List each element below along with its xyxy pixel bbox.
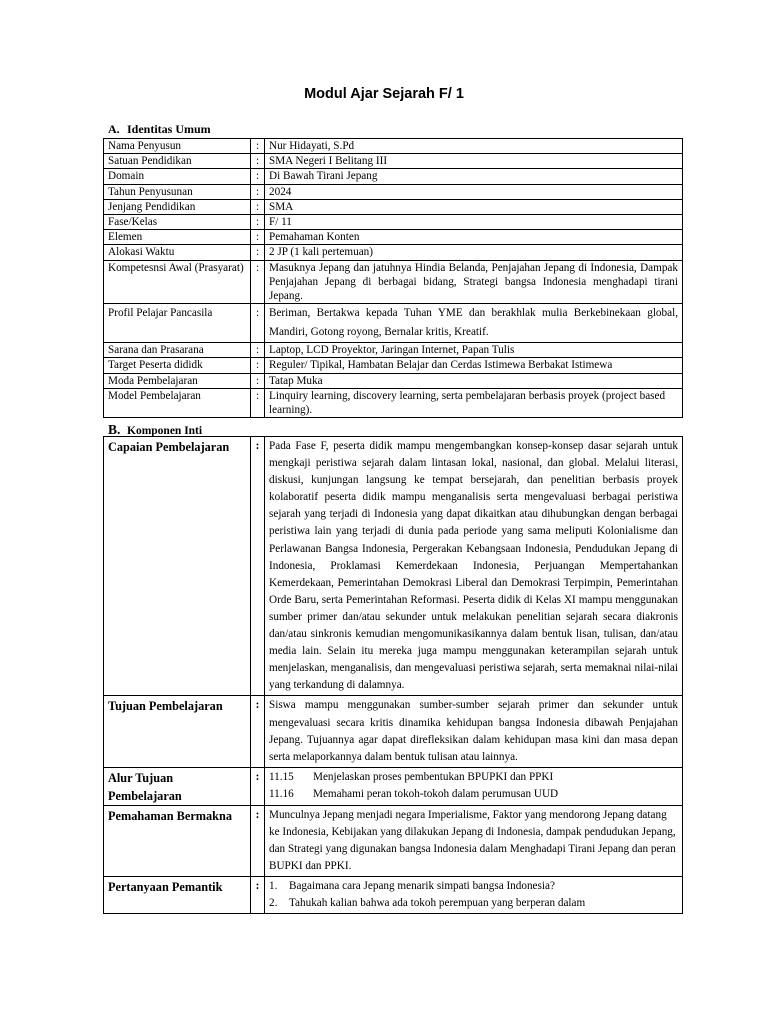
identitas-row xyxy=(104,245,683,260)
identitas-sep: : xyxy=(251,154,265,169)
pertanyaan-item-text: Bagaimana cara Jepang menarik simpati bangsa Indonesia? xyxy=(289,880,555,893)
identitas-value: Tatap Muka xyxy=(265,373,683,388)
identitas-key: Alokasi Waktu xyxy=(104,245,251,260)
pertanyaan-item-number: 1. xyxy=(269,880,278,893)
identitas-sep: : xyxy=(251,139,265,154)
identitas-key: Elemen xyxy=(104,230,251,245)
tujuan-row xyxy=(104,696,683,767)
pertanyaan-row xyxy=(104,877,683,914)
identitas-value: Linquiry learning, discovery learning, serta pembelajaran berbasis proyek (project based learning). xyxy=(265,388,683,417)
alur-item-text: Menjelaskan proses pembentukan BPUPKI dan PPKI xyxy=(313,770,554,783)
identitas-value: 2024 xyxy=(265,184,683,199)
alur-value xyxy=(265,767,683,805)
pemahaman-row xyxy=(104,805,683,876)
identitas-value: Beriman, Bertakwa kepada Tuhan YME dan berakhlak mulia Berkebinekaan global, Mandiri, Gotong royong, Bernalar kritis, Kreatif. xyxy=(265,304,683,343)
identitas-row xyxy=(104,154,683,169)
identitas-key: Domain xyxy=(104,169,251,184)
identitas-row xyxy=(104,304,683,343)
pertanyaan-item xyxy=(269,878,678,895)
pertanyaan-item xyxy=(269,895,678,912)
identitas-value: Nur Hidayati, S.Pd xyxy=(265,139,683,154)
identitas-row xyxy=(104,260,683,304)
identitas-key: Jenjang Pendidikan xyxy=(104,199,251,214)
section-a-heading xyxy=(108,122,211,137)
identitas-table-body xyxy=(104,139,683,418)
identitas-sep: : xyxy=(251,373,265,388)
identitas-key: Target Peserta dididk xyxy=(104,358,251,373)
identitas-value: Laptop, LCD Proyektor, Jaringan Internet, Papan Tulis xyxy=(265,343,683,358)
identitas-row xyxy=(104,343,683,358)
section-b-label: Komponen Inti xyxy=(127,425,203,437)
alur-row xyxy=(104,767,683,805)
alur-sep: : xyxy=(251,767,265,805)
alur-item-text: Memahami peran tokoh-tokoh dalam perumusan UUD xyxy=(313,787,559,800)
identitas-key: Moda Pembelajaran xyxy=(104,373,251,388)
identitas-value: Pemahaman Konten xyxy=(265,230,683,245)
identitas-key: Satuan Pendidikan xyxy=(104,154,251,169)
identitas-value: SMA xyxy=(265,199,683,214)
identitas-value: SMA Negeri I Belitang III xyxy=(265,154,683,169)
identitas-row xyxy=(104,215,683,230)
capaian-key: Capaian Pembelajaran xyxy=(104,437,251,696)
pemahaman-sep: : xyxy=(251,805,265,876)
alur-item xyxy=(269,769,678,786)
section-b-number: B. xyxy=(108,422,121,437)
section-a-number: A. xyxy=(108,122,120,136)
identitas-row xyxy=(104,373,683,388)
alur-item xyxy=(269,786,678,803)
identitas-sep: : xyxy=(251,304,265,343)
capaian-sep: : xyxy=(251,437,265,696)
identitas-key: Model Pembelajaran xyxy=(104,388,251,417)
section-a-label: Identitas Umum xyxy=(127,122,211,136)
tujuan-value: Siswa mampu menggunakan sumber-sumber sejarah primer dan sekunder untuk mengevaluasi secara kritis dinamika kehidupan bangsa Indonesia dibawah Penjajahan Jepang. Tujuannya agar dapat direfleksikan dalam kehidupan masa kini dan masa depan serta melaporkannya dalam bentuk tulisan atau lainnya. xyxy=(265,696,683,767)
identitas-sep: : xyxy=(251,245,265,260)
identitas-key: Kompetesnsi Awal (Prasyarat) xyxy=(104,260,251,304)
alur-key: Alur Tujuan Pembelajaran xyxy=(104,767,251,805)
identitas-sep: : xyxy=(251,169,265,184)
identitas-row xyxy=(104,139,683,154)
identitas-sep: : xyxy=(251,260,265,304)
identitas-value: 2 JP (1 kali pertemuan) xyxy=(265,245,683,260)
pertanyaan-key: Pertanyaan Pemantik xyxy=(104,877,251,914)
page-title: Modul Ajar Sejarah F/ 1 xyxy=(304,86,464,102)
pertanyaan-item-number: 2. xyxy=(269,897,278,910)
identitas-key: Profil Pelajar Pancasila xyxy=(104,304,251,343)
identitas-row xyxy=(104,358,683,373)
identitas-key: Sarana dan Prasarana xyxy=(104,343,251,358)
alur-item-code: 11.15 xyxy=(269,770,294,783)
identitas-key: Tahun Penyusunan xyxy=(104,184,251,199)
pemahaman-value: Munculnya Jepang menjadi negara Imperialisme, Faktor yang mendorong Jepang datang ke Indonesia, Kebijakan yang dilakukan Jepang di Indonesia, dampak pendudukan Jepang, dan Strategi yang digunakan bangsa Indonesia dalam Menghadapi Tirani Jepang dan peran BUPKI dan PPKI. xyxy=(265,805,683,876)
identitas-sep: : xyxy=(251,358,265,373)
pemahaman-key: Pemahaman Bermakna xyxy=(104,805,251,876)
identitas-table xyxy=(103,138,683,418)
pertanyaan-item-text: Tahukah kalian bahwa ada tokoh perempuan yang berperan dalam xyxy=(289,897,586,910)
tujuan-key: Tujuan Pembelajaran xyxy=(104,696,251,767)
identitas-sep: : xyxy=(251,388,265,417)
identitas-row xyxy=(104,199,683,214)
tujuan-sep: : xyxy=(251,696,265,767)
capaian-value: Pada Fase F, peserta didik mampu mengembangkan konsep-konsep dasar sejarah untuk mengkaji peristiwa sejarah dalam lintasan lokal, nasional, dan global. Melalui literasi, diskusi, kunjungan langsung ke tempat bersejarah, dan penelitian berbasis proyek kolaboratif peserta didik mampu menganalisis serta mengevaluasi berbagai peristiwa sejarah yang terjadi di Indonesia yang dapat dikaitkan atau dihubungkan dengan berbagai peristiwa lain yang terjadi di dunia pada periode yang sama meliputi Kolonialisme dan Perlawanan Bangsa Indonesia, Pergerakan Kebangsaan Indonesia, Pendudukan Jepang di Indonesia, Proklamasi Kemerdekaan Indonesia, Perjuangan Mempertahankan Kemerdekaan, Pemerintahan Demokrasi Liberal dan Demokrasi Terpimpin, Pemerintahan Orde Baru, serta Pemerintahan Reformasi. Peserta didik di Kelas XI mampu menggunakan sumber primer dan/atau sekunder untuk melakukan penelitian sejarah secara diakronis dan/atau sinkronis kemudian mengomunikasikannya dalam bentuk lisan, tulisan, dan/atau media lain. Selain itu mereka juga mampu menggunakan keterampilan sejarah untuk menjelaskan, menganalisis, dan mengevaluasi peristiwa sejarah, serta memaknai nilai-nilai yang terkandung di dalamnya. xyxy=(265,437,683,696)
identitas-value: Masuknya Jepang dan jatuhnya Hindia Belanda, Penjajahan Jepang di Indonesia, Dampak Penjajahan Jepang di berbagai bidang, Strategi bangsa Indonesia menghadapi tirani Jepang. xyxy=(265,260,683,304)
identitas-sep: : xyxy=(251,184,265,199)
identitas-sep: : xyxy=(251,199,265,214)
identitas-row xyxy=(104,169,683,184)
pertanyaan-value xyxy=(265,877,683,914)
alur-item-code: 11.16 xyxy=(269,787,294,800)
pertanyaan-sep: : xyxy=(251,877,265,914)
identitas-key: Fase/Kelas xyxy=(104,215,251,230)
identitas-sep: : xyxy=(251,215,265,230)
komponen-table xyxy=(103,436,683,914)
identitas-value: Di Bawah Tirani Jepang xyxy=(265,169,683,184)
identitas-value: Reguler/ Tipikal, Hambatan Belajar dan Cerdas Istimewa Berbakat Istimewa xyxy=(265,358,683,373)
identitas-sep: : xyxy=(251,343,265,358)
identitas-key: Nama Penyusun xyxy=(104,139,251,154)
identitas-row xyxy=(104,230,683,245)
identitas-row xyxy=(104,184,683,199)
capaian-row xyxy=(104,437,683,696)
identitas-value: F/ 11 xyxy=(265,215,683,230)
identitas-sep: : xyxy=(251,230,265,245)
identitas-row xyxy=(104,388,683,417)
